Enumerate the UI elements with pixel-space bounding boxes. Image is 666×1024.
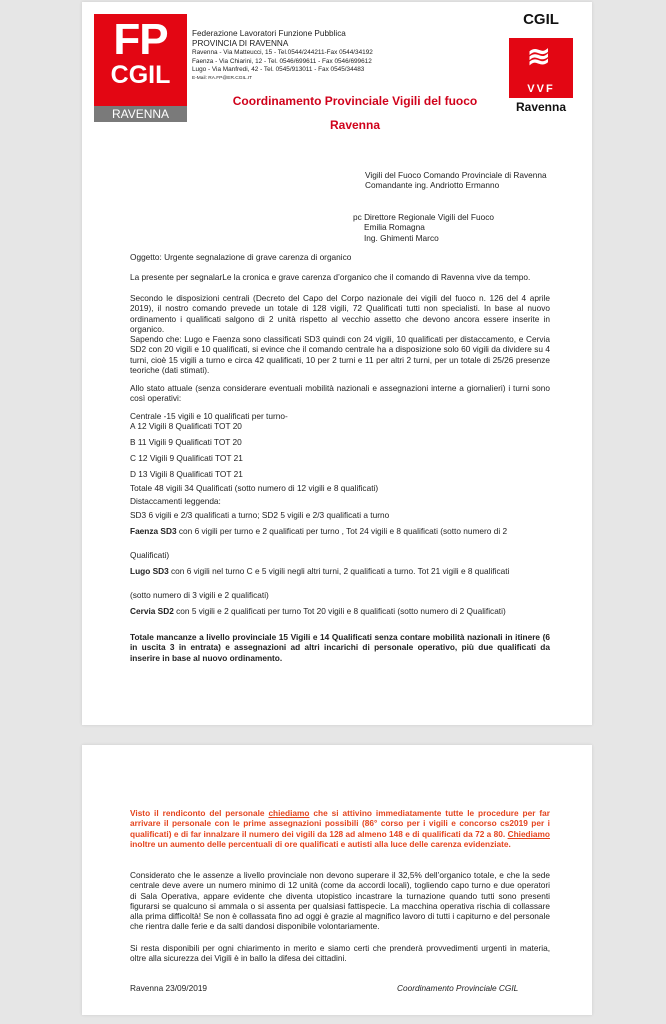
turni-totale: Totale 48 vigili 34 Qualificati (sotto numero di 12 vigili e 8 qualificati) [130,483,379,493]
cervia-name: Cervia SD2 [130,606,174,616]
paragraph-closing: Si resta disponibili per ogni chiarimento in merito e siamo certi che prenderà provvedimenti urgenti in materia, oltre alla sicurezza dei Vigili è in ballo la difesa dei cittadini. [130,943,550,964]
paragraph-intro: La presente per segnalarLe la cronica e grave carenza d’organico che il comando di Ravenna vive da tempo. [130,272,531,282]
distaccamenti-title: Distaccamenti leggenda: [130,496,221,506]
lugo-cont: (sotto numero di 3 vigili e 2 qualificati) [130,590,269,600]
vvf-text: VVF [527,83,555,95]
paragraph-current-status: Allo stato attuale (senza considerare eventuali mobilità nazionali e assegnazioni interne a giornalieri) i turni sono così operativi: [130,383,550,404]
lugo-entry [130,566,550,576]
recipient-line2: Comandante ing. Andriotto Ermanno [365,180,500,191]
vvf-emblem [509,38,573,98]
province-name: PROVINCIA DI RAVENNA [192,39,289,48]
totale-mancanze: Totale mancanze a livello provinciale 15 Vigili e 14 Qualificati senza contare mobilità nazionali in itinere (6 in uscita 3 in entrata) e assegnazioni ad altri incarichi di personale operativo, più due qualificati da inserire in base al nuovo ordinamento. [130,632,550,663]
logo-city-band: RAVENNA [94,106,187,122]
coordination-title-line1: Coordinamento Provinciale Vigili del fuoco [232,94,478,108]
cc-line2: Emilia Romagna [364,222,425,233]
letter-signature: Coordinamento Provinciale CGIL [397,983,519,993]
cc-line3: Ing. Ghimenti Marco [364,232,439,243]
logo-cgil-text: CGIL [110,61,171,89]
faenza-name: Faenza SD3 [130,526,177,536]
cc-block [353,212,553,243]
paragraph-decree: Secondo le disposizioni centrali (Decreto del Capo del Corpo nazionale dei vigili del fuoco n. 126 del 4 aprile 2019), il nostro comando prevede un totale di 128 vigili, 72 Qualificati tutti non specialisti. In base al nuovo ordinamento i qualificati salgono di 2 unità rispetto al vecchio assetto che devono ancora essere inserite in organico. [130,293,550,334]
paragraph-distribution: Sapendo che: Lugo e Faenza sono classificati SD3 quindi con 24 vigili, 10 qualificati per distaccamento, e Cervia SD2 con 20 vigili e 10 qualificati, si evince che il comando centrale ha a disposizione solo 60 vigili da dividere su 4 turni, cioè 15 vigili a turno e circa 42 qualificati, 10 per 2 turni e 11 per altri 2 turni, per un totale di 25/26 presenze teoriche (dati stimati). [130,334,550,375]
recipient-line1: Vigili del Fuoco Comando Provinciale di Ravenna [365,170,547,180]
turno-a: A 12 Vigili 8 Qualificati TOT 20 [130,421,242,431]
request-chiediamo-1: chiediamo [268,808,310,818]
address-faenza: Faenza - Via Chiarini, 12 - Tel. 0546/699611 - Fax 0546/699612 [192,57,372,65]
lugo-text: con 6 vigili nel turno C e 5 vigili negli altri turni, 2 qualificati a turno. Tot 21 vigili e 8 qualificati [168,566,510,576]
request-text-c: inoltre un aumento delle percentuali di ore qualificati e autisti alla luce delle carenza evidenziate. [130,838,511,849]
faenza-entry [130,526,550,536]
turno-d: D 13 Vigili 8 Qualificati TOT 21 [130,469,243,479]
lugo-name: Lugo SD3 [130,566,169,576]
recipient-block [365,170,547,191]
subject-line: Oggetto: Urgente segnalazione di grave carenza di organico [130,252,352,262]
federation-name: Federazione Lavoratori Funzione Pubblica [192,29,346,38]
paragraph-considerato: Considerato che le assenze a livello provinciale non devono superare il 32,5% dell’organico totale, e che la sede centrale deve avere un numero minimo di 12 unità (come da accordi locali), togliendo capo turno e due operatori di Sala Operativa, appare evidente che diventa utopistico incastrare la turnazione quando tutti sono presenti figurarsi se qualcuno si ammala o si assenta per qualsiasi fattispecie. La macchina operativa rischia di collassare alla prima difficoltà! Se non è collassata fino ad oggi è grazie al magnifico lavoro di tutti i capiturno e del personale che rientra dalle ferie e da salti dandosi disponibile volontariamente. [130,870,550,932]
flame-icon: ≋ [527,41,551,72]
address-lugo: Lugo - Via Manfredi, 42 - Tel. 0545/913011 - Fax 0545/34483 [192,66,365,74]
turno-b: B 11 Vigili 9 Qualificati TOT 20 [130,437,242,447]
cc-line1: pc Direttore Regionale Vigili del Fuoco [353,212,494,222]
letter-page-2 [82,745,592,1015]
fp-cgil-logo [94,14,187,106]
request-text-a: Visto il rendiconto del personale [130,808,269,818]
cervia-text: con 5 vigili e 2 qualificati per turno Tot 20 vigili e 8 qualificati (sotto numero di 2 Qualificati) [173,606,506,616]
cervia-entry [130,606,550,616]
faenza-text: con 6 vigili per turno e 2 qualificati per turno , Tot 24 vigili e 8 qualificati (sotto numero di 2 [176,526,508,536]
faenza-cont: Qualificati) [130,550,170,560]
federation-header [192,29,442,82]
coordination-title [200,89,510,137]
turni-centrale: Centrale -15 vigili e 10 qualificati per turno- [130,411,288,421]
letter-page-1 [82,2,592,725]
email-address: E-Mail: RA.FP@ER.CGIL.IT [192,75,253,81]
request-chiediamo-2: Chiediamo [507,828,550,839]
address-ravenna: Ravenna - Via Matteucci, 15 - Tel.0544/244211-Fax 0544/34192 [192,49,373,56]
distaccamenti-legend: SD3 6 vigili e 2/3 qualificati a turno; SD2 5 vigili e 2/3 qualificati a turno [130,510,390,520]
right-logo-cgil-text: CGIL [523,11,559,28]
turno-c: C 12 Vigili 9 Qualificati TOT 21 [130,453,243,463]
coordination-title-line2: Ravenna [329,118,381,132]
letter-date: Ravenna 23/09/2019 [130,983,208,993]
cgil-vvf-logo [502,12,580,114]
right-logo-city: Ravenna [515,100,567,114]
request-paragraph [130,808,550,849]
request-text-b: che si attivino immediatamente tutte le procedure per far arrivare il personale con le prime assegnazioni possibili (86° corso per i vigili e concorso cs2019 per i qualificati) e di far innalzare il numero dei vigili da 128 ad almeno 148 e di qualificati da 72 a 80. [130,808,550,839]
logo-fp-text: FP [113,15,168,64]
